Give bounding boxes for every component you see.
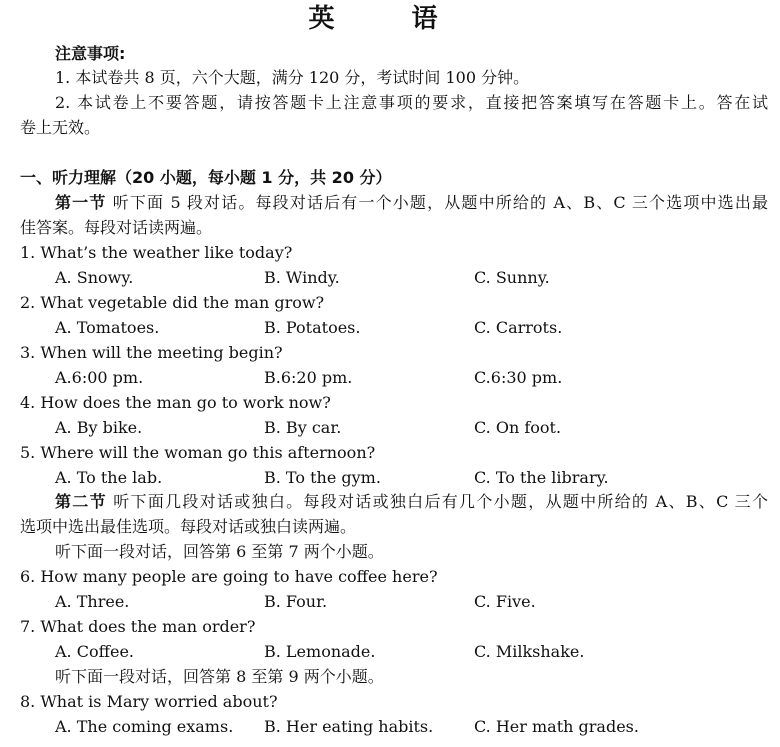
question-2-option-b: B. Potatoes. — [264, 318, 361, 337]
question-5-options — [0, 467, 780, 489]
question-2-option-c: C. Carrots. — [474, 318, 563, 337]
question-8-option-a: A. The coming exams. — [55, 717, 234, 736]
question-8-option-c: C. Her math grades. — [474, 717, 639, 736]
question-6-option-b: B. Four. — [264, 592, 328, 611]
question-7-option-b: B. Lemonade. — [264, 642, 376, 661]
question-4-option-b: B. By car. — [264, 418, 342, 437]
part-2-sub-instruction-1: 听下面一段对话，回答第 6 至第 7 两个小题。 — [55, 542, 384, 561]
part-2-instructions-line-1 — [55, 491, 768, 513]
question-4: 4. How does the man go to work now? — [20, 393, 331, 412]
question-5-option-b: B. To the gym. — [264, 468, 381, 487]
question-8: 8. What is Mary worried about? — [20, 692, 278, 711]
question-3-option-a: A.6:00 pm. — [55, 368, 144, 387]
question-2-option-a: A. Tomatoes. — [55, 318, 160, 337]
question-6-option-c: C. Five. — [474, 592, 536, 611]
notice-heading: 注意事项: — [55, 44, 126, 63]
question-5-option-a: A. To the lab. — [55, 468, 163, 487]
section-1-heading: 一、听力理解（20 小题，每小题 1 分，共 20 分） — [20, 168, 392, 187]
part-2-sub-instruction-2: 听下面一段对话，回答第 8 至第 9 两个小题。 — [55, 667, 384, 686]
question-7: 7. What does the man order? — [20, 617, 256, 636]
question-6-option-a: A. Three. — [55, 592, 130, 611]
part-2-instructions-line-2: 选项中选出最佳选项。每段对话或独白读两遍。 — [20, 517, 357, 536]
notice-item-1: 1. 本试卷共 8 页，六个大题，满分 120 分，考试时间 100 分钟。 — [55, 68, 530, 87]
question-1: 1. What’s the weather like today? — [20, 243, 293, 262]
question-1-options — [0, 267, 780, 289]
question-6-options — [0, 591, 780, 613]
question-1-option-b: B. Windy. — [264, 268, 340, 287]
question-4-options — [0, 417, 780, 439]
page-title: 英 语 — [308, 4, 472, 34]
question-4-option-c: C. On foot. — [474, 418, 562, 437]
question-7-option-c: C. Milkshake. — [474, 642, 585, 661]
question-3-option-c: C.6:30 pm. — [474, 368, 563, 387]
part-1-label: 第一节 — [55, 193, 107, 212]
question-1-option-a: A. Snowy. — [55, 268, 134, 287]
part-1-instruction-text: 听下面 5 段对话。每段对话后有一个小题，从题中所给的 A、B、C 三个选项中选出最 — [106, 193, 768, 212]
notice-item-2-line-2: 卷上无效。 — [20, 118, 101, 137]
notice-item-2-line-1: 2. 本试卷上不要答题，请按答题卡上注意事项的要求，直接把答案填写在答题卡上。答在试 — [55, 93, 768, 112]
question-4-option-a: A. By bike. — [55, 418, 143, 437]
part-2-instruction-text: 听下面几段对话或独白。每段对话或独白后有几个小题，从题中所给的 A、B、C 三个 — [106, 492, 768, 511]
question-5-option-c: C. To the library. — [474, 468, 609, 487]
question-3-options — [0, 367, 780, 389]
question-2-options — [0, 317, 780, 339]
question-1-option-c: C. Sunny. — [474, 268, 550, 287]
part-2-label: 第二节 — [55, 492, 107, 511]
part-1-instructions-line-2: 佳答案。每段对话读两遍。 — [20, 218, 213, 237]
question-6: 6. How many people are going to have coffee here? — [20, 567, 438, 586]
question-3-option-b: B.6:20 pm. — [264, 368, 353, 387]
question-3: 3. When will the meeting begin? — [20, 343, 283, 362]
part-1-instructions-line-1 — [55, 192, 768, 214]
question-2: 2. What vegetable did the man grow? — [20, 293, 325, 312]
question-5: 5. Where will the woman go this afternoon? — [20, 443, 376, 462]
question-8-options — [0, 716, 780, 738]
question-7-option-a: A. Coffee. — [55, 642, 134, 661]
question-7-options — [0, 641, 780, 663]
question-8-option-b: B. Her eating habits. — [264, 717, 434, 736]
